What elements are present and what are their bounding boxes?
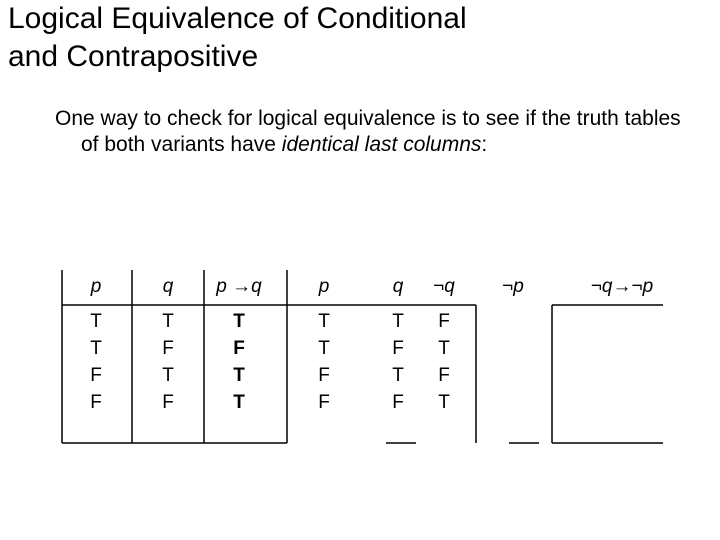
cell-q2-r3: T <box>392 365 404 386</box>
header-not-q-implies-not-p: ¬q→¬p <box>590 276 654 297</box>
header-p-2: p <box>318 276 330 297</box>
cell-q1-r1: T <box>162 311 174 332</box>
cell-notq-r3: F <box>438 365 450 386</box>
cell-p1-r2: T <box>90 338 102 359</box>
cell-p2-r3: F <box>318 365 330 386</box>
cell-q2-r4: F <box>392 392 404 413</box>
header-p-1: p <box>90 276 102 297</box>
body-text-start: One way to check for logical equivalence is to see if the truth tables of both variants have <box>55 107 681 156</box>
cell-q2-r2: F <box>392 338 404 359</box>
cell-pq-r3: T <box>233 365 245 386</box>
cell-q2-r1: T <box>392 311 404 332</box>
cell-p1-r3: F <box>90 365 102 386</box>
title-line-1: Logical Equivalence of Conditional <box>8 2 467 35</box>
cell-p1-r4: F <box>90 392 102 413</box>
cell-q1-r3: T <box>162 365 174 386</box>
cell-notq-r1: F <box>438 311 450 332</box>
cell-p2-r4: F <box>318 392 330 413</box>
cell-p2-r2: T <box>318 338 330 359</box>
header-not-q: ¬q <box>433 276 455 297</box>
cell-p1-r1: T <box>90 311 102 332</box>
cell-pq-r2: F <box>233 338 245 359</box>
header-q-1: q <box>162 276 174 297</box>
cell-pq-r1: T <box>233 311 245 332</box>
header-p-implies-q: p →q <box>216 276 262 297</box>
cell-notq-r4: T <box>438 392 450 413</box>
title-line-2: and Contrapositive <box>8 40 259 73</box>
body-text-emphasis: identical last columns <box>281 133 482 156</box>
body-text-end: : <box>481 133 488 156</box>
cell-p2-r1: T <box>318 311 330 332</box>
cell-notq-r2: T <box>438 338 450 359</box>
cell-q1-r4: F <box>162 392 174 413</box>
cell-pq-r4: T <box>233 392 245 413</box>
cell-q1-r2: F <box>162 338 174 359</box>
header-q-2: q <box>392 276 404 297</box>
header-not-p: ¬p <box>502 276 524 297</box>
